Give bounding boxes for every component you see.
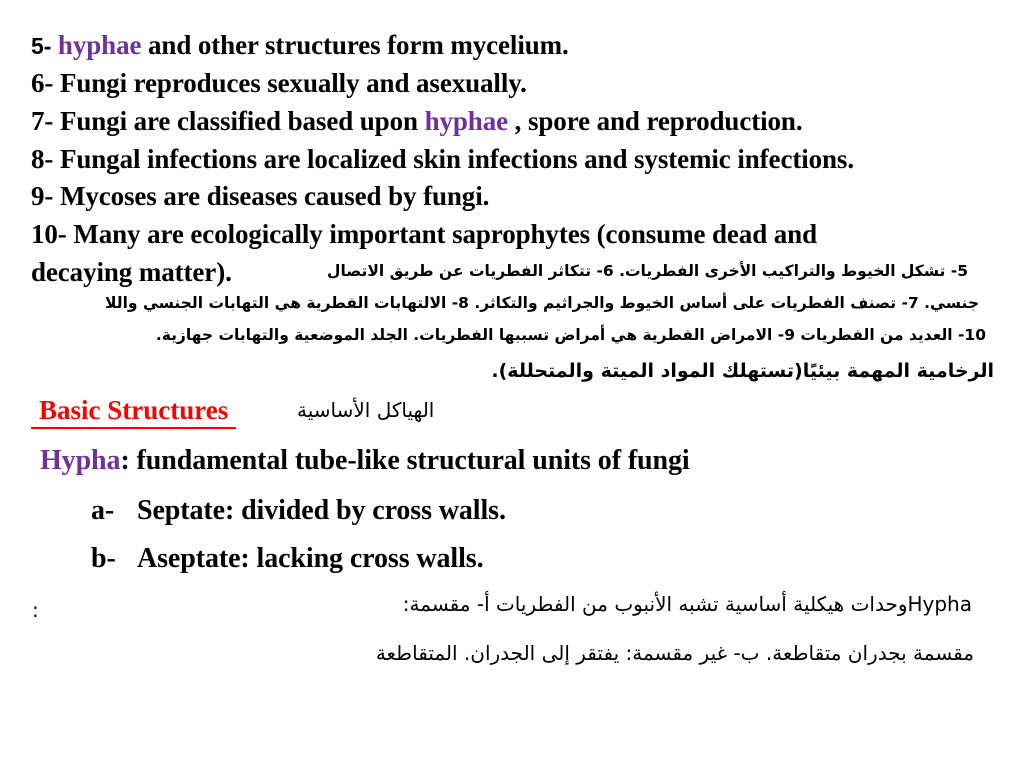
point-5: [31, 27, 569, 66]
hypha-type-septate: [91, 492, 506, 530]
point-text: 7- Fungi are classified based upon: [31, 106, 425, 136]
point-9: 9- Mycoses are diseases caused by fungi.: [31, 181, 490, 211]
section-heading-arabic: الهياكل الأساسية: [297, 398, 435, 422]
item-text: Septate: divided by cross walls.: [137, 495, 506, 526]
arabic-translation-line-3: 10- العديد من الفطريات 9- الامراض الفطرية هي أمراض تسببها الفطريات. الجلد الموضعية والتهابات جهازية.: [155, 326, 986, 344]
hypha-definition-text: : fundamental tube-like structural units of fungi: [120, 445, 690, 476]
point-8: 8- Fungal infections are localized skin infections and systemic infections.: [31, 144, 854, 174]
arabic-translation-line-1: 5- تشكل الخيوط والتراكيب الأخرى الفطريات. 6- تتكاثر الفطريات عن طريق الاتصال: [327, 262, 968, 280]
point-text: and other structures form mycelium.: [141, 30, 569, 60]
arabic-translation-line-2: جنسي. 7- تصنف الفطريات على أساس الخيوط والجراثيم والتكاثر. 8- الالتهابات الفطرية هي التهابات الجنسي واللا: [105, 294, 979, 312]
hypha-definition: [40, 442, 690, 480]
hypha-type-aseptate: [91, 540, 483, 578]
section-heading: Basic Structures: [31, 393, 236, 429]
arabic-translation-line-4: الرخامية المهمة بيئيًا(تستهلك المواد الميتة والمتحللة).: [491, 360, 994, 382]
point-6: 6- Fungi reproduces sexually and asexually.: [31, 68, 527, 98]
point-10-continued: decaying matter).: [31, 257, 232, 287]
hypha-arabic-line-1: Hyphaوحدات هيكلية أساسية تشبه الأنبوب من الفطريات أ- مقسمة:: [402, 592, 972, 616]
item-label: b-: [91, 543, 116, 574]
hypha-arabic-line-2: مقسمة بجدران متقاطعة. ب- غير مقسمة: يفتقر إلى الجدران. المتقاطعة: [375, 641, 974, 665]
point-number: 5-: [31, 33, 52, 59]
stray-colon: :: [32, 598, 39, 622]
point-10: 10- Many are ecologically important saprophytes (consume dead and: [31, 219, 817, 249]
point-7: [31, 103, 802, 141]
item-label: a-: [91, 495, 115, 526]
point-text: , spore and reproduction.: [508, 106, 803, 136]
item-text: Aseptate: lacking cross walls.: [137, 543, 484, 574]
hyphae-term: hyphae: [424, 106, 509, 136]
hyphae-term: hyphae: [57, 30, 142, 60]
hypha-term: Hypha: [40, 445, 121, 476]
